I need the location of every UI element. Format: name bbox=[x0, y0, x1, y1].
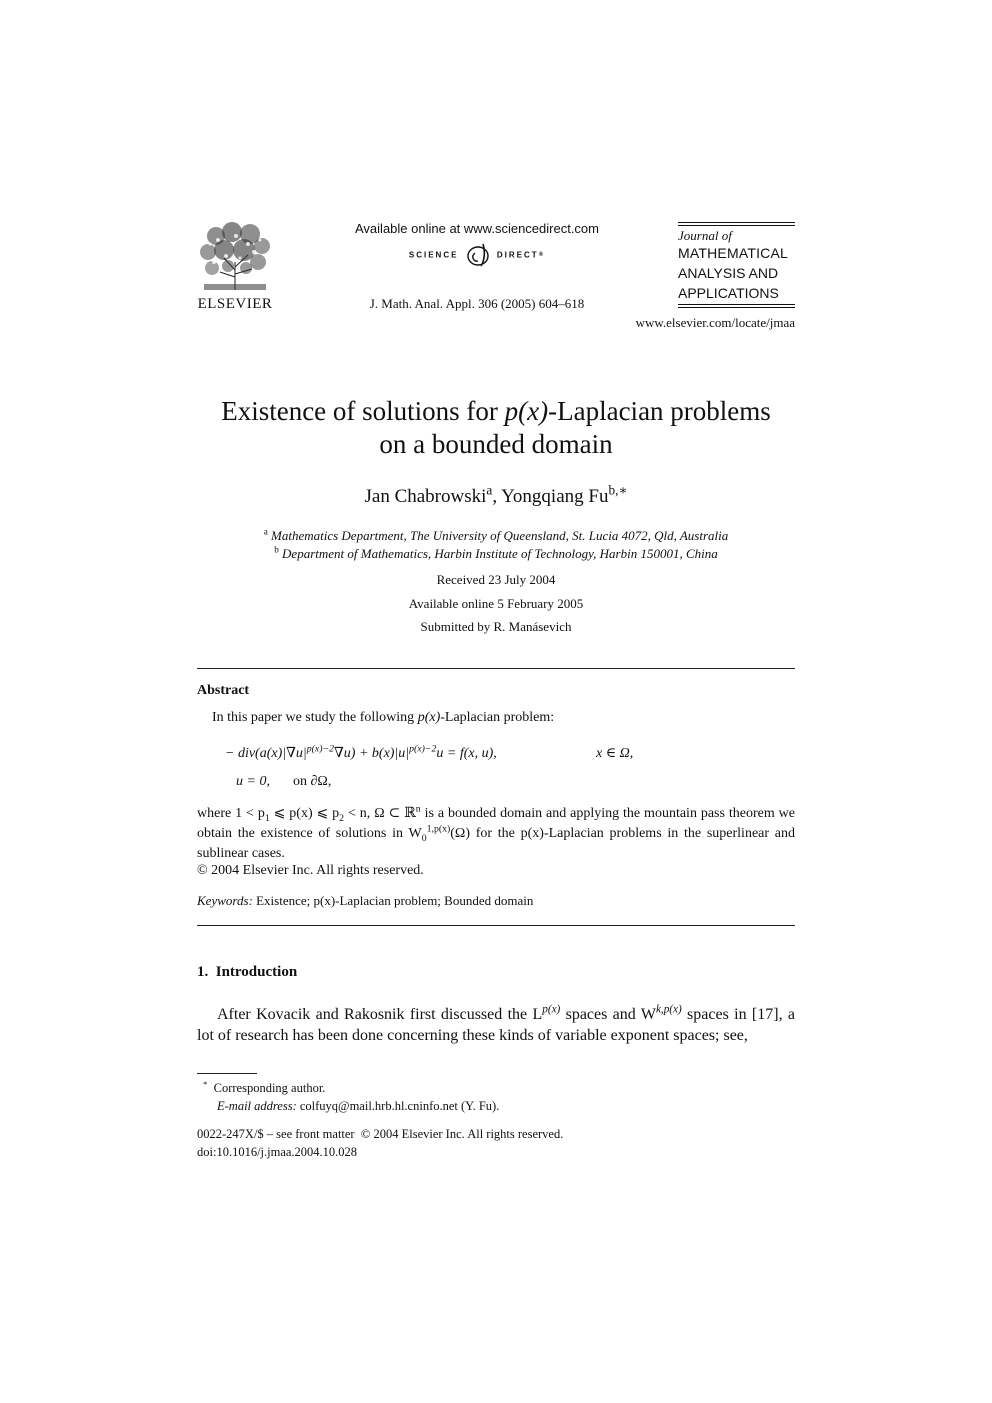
sd-right-text: DIRECT bbox=[496, 250, 539, 260]
footer-doi[interactable]: doi:10.1016/j.jmaa.2004.10.028 bbox=[197, 1145, 358, 1159]
keywords bbox=[197, 893, 533, 909]
sciencedirect-d-icon bbox=[463, 240, 493, 270]
available-online-text: Available online at www.sciencedirect.com bbox=[355, 221, 599, 236]
affiliation-mark: a bbox=[486, 482, 493, 498]
article-title-line2: on a bounded domain bbox=[379, 429, 613, 459]
affiliation-b: $^b$ Department of Mathematics, Harbin Institute of Technology, Harbin 150001, China bbox=[274, 544, 718, 561]
article-title bbox=[150, 395, 842, 461]
section-heading: 1. Introduction bbox=[197, 964, 298, 980]
abstract-copyright: © 2004 Elsevier Inc. All rights reserved. bbox=[197, 863, 424, 878]
journal-logo-line4: APPLICATIONS bbox=[678, 285, 779, 301]
author-name: Yongqiang Fu bbox=[501, 486, 609, 507]
journal-logo-line1: Journal of bbox=[678, 228, 732, 243]
affiliation-a: $^a$ Mathematics Department, The University of Queensland, St. Lucia 4072, Qld, Australia bbox=[263, 526, 729, 543]
author-list bbox=[150, 482, 842, 508]
article-title-line1: Existence of solutions for p(x)-Laplacian problems bbox=[221, 396, 771, 426]
journal-url[interactable]: www.elsevier.com/locate/jmaa bbox=[635, 315, 795, 330]
affiliations bbox=[150, 527, 842, 563]
elsevier-logo bbox=[196, 222, 274, 312]
journal-logo-line2: MATHEMATICAL bbox=[678, 245, 788, 261]
abstract-top-rule bbox=[197, 668, 795, 669]
affiliation-mark: b,∗ bbox=[608, 482, 628, 498]
keywords-label: Keywords: bbox=[197, 893, 253, 908]
elsevier-tree-icon bbox=[196, 222, 274, 292]
journal-logo bbox=[678, 222, 795, 308]
elsevier-wordmark: ELSEVIER bbox=[197, 296, 273, 312]
footnote-corresponding: * Corresponding author. bbox=[203, 1078, 326, 1095]
equation-line-1: − $div(a(x)|\nabla u|^{p(x)-2}\nabla u) + b(x)|u|^{p(x)-2}u = f(x$, u), bbox=[225, 743, 497, 761]
footnote-rule bbox=[197, 1073, 257, 1074]
equation-line-2: u = 0, bbox=[236, 774, 270, 789]
intro-paragraph: After Kovacik and Rakosnik first discussed the $L^{p(x)}$ spaces and $W^{k,p(x)}$ spaces in [17], a lot of research has been done concerning these kinds of variable exponent spaces; see, bbox=[197, 1003, 796, 1044]
sd-left-text: SCIENCE bbox=[408, 250, 459, 260]
abstract-heading: Abstract bbox=[197, 683, 250, 698]
footnote bbox=[203, 1079, 499, 1115]
abstract-body: where $1 < p_1$ ⩽ p(x) ⩽ $p_2 < n$, Ω ⊂ ℝ$^n$ is a bounded domain and applying the mountain pass theorem we obtain the existence of solutions in $W_0^{1,p(x)}(\Omega)$ for the p(x)-Laplacian problems in the superlinear and sublinear cases. bbox=[197, 803, 795, 861]
available-date: Available online 5 February 2005 bbox=[408, 595, 584, 611]
email-link[interactable]: colfuyq@mail.hrb.hl.cninfo.net (Y. Fu). bbox=[299, 1099, 500, 1113]
footnote-email: E-mail address: colfuyq@mail.hrb.hl.cninfo.net (Y. Fu). bbox=[217, 1099, 500, 1113]
equation-condition-2: on ∂Ω, bbox=[293, 774, 332, 789]
equation-condition-1: x ∈ Ω, bbox=[596, 746, 634, 761]
sd-registered-mark: ® bbox=[538, 252, 546, 258]
journal-logo-top-rule bbox=[678, 222, 795, 226]
submitted-by: Submitted by R. Manásevich bbox=[420, 619, 572, 634]
journal-logo-bottom-rule bbox=[678, 304, 795, 308]
author-separator: , bbox=[492, 486, 502, 507]
keywords-list: Existence; p(x)-Laplacian problem; Bounded domain bbox=[256, 893, 534, 908]
history-dates bbox=[150, 568, 842, 639]
abstract-bottom-rule bbox=[197, 925, 795, 926]
sciencedirect-logo bbox=[330, 240, 624, 272]
received-date: Received 23 July 2004 bbox=[436, 572, 556, 587]
author-name: Jan Chabrowski bbox=[364, 486, 487, 507]
footer-issn: 0022-247X/$ – see front matter © 2004 Elsevier Inc. All rights reserved. bbox=[197, 1127, 564, 1141]
journal-logo-line3: ANALYSIS AND bbox=[678, 265, 779, 281]
abstract-intro: In this paper we study the following p(x)-Laplacian problem: bbox=[212, 710, 555, 725]
journal-citation: J. Math. Anal. Appl. 306 (2005) 604–618 bbox=[369, 296, 585, 311]
